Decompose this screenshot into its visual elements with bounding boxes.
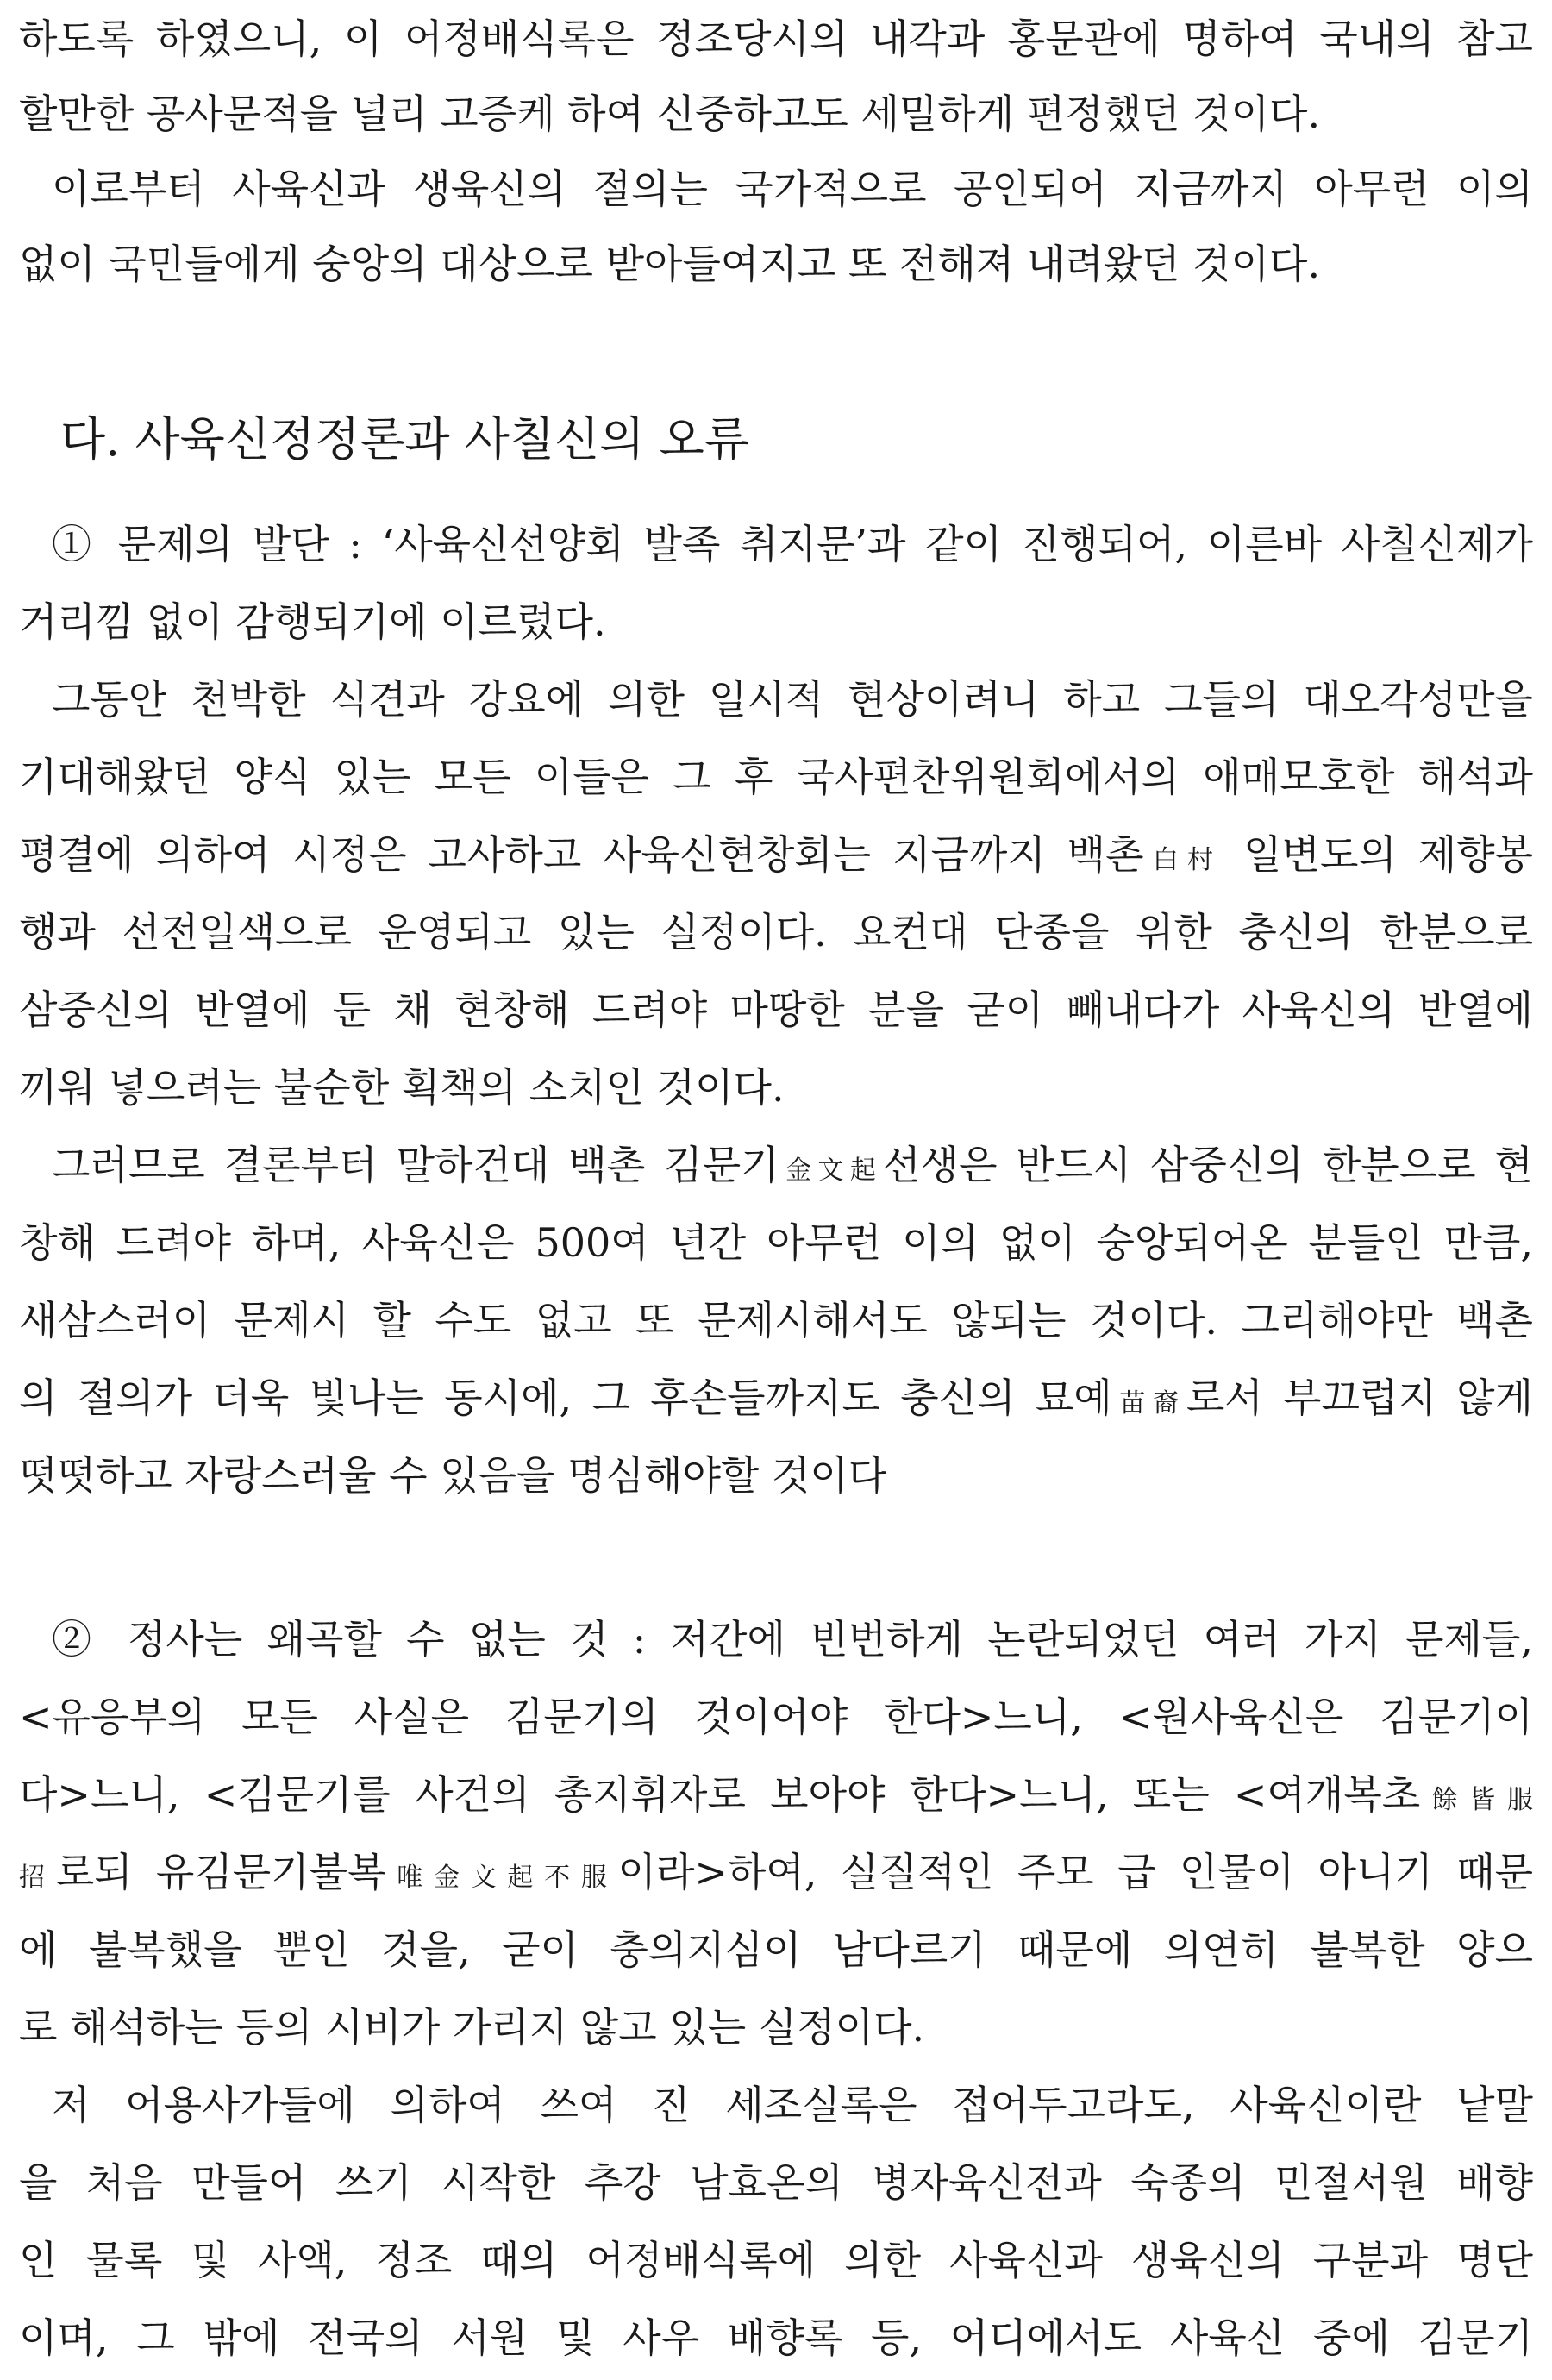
body-text-line: 할만한 공사문적을 널리 고증케 하여 신중하고도 세밀하게 편정했던 것이다. [19,91,1321,137]
body-text-line: 없이 국민들에게 숭앙의 대상으로 받아들여지고 또 전해져 내려왔던 것이다. [19,241,1321,287]
body-text-line: 을 처음 만들어 쓰기 시작한 추강 남효온의 병자육신전과 숙종의 민절서원 배향 [19,2159,1533,2206]
section-heading: 다. 사육신정정론과 사칠신의 오류 [60,412,749,467]
body-text-line: 떳떳하고 자랑스러울 수 있음을 명심해야할 것이다 [19,1452,887,1499]
body-text-line: <유응부의 모든 사실은 김문기의 것이어야 한다>느니, <원사육신은 김문기이 [19,1694,1533,1740]
body-text-line: 기대해왔던 양식 있는 모든 이들은 그 후 국사편찬위원회에서의 애매모호한 해석과 [19,754,1533,800]
body-text-line: 이며, 그 밖에 전국의 서원 및 사우 배향록 등, 어디에서도 사육신 중에 김문기 [19,2314,1533,2361]
body-text-line: 로 해석하는 등의 시비가 가리지 않고 있는 실정이다. [19,2004,925,2051]
body-text-line: 새삼스러이 문제시 할 수도 없고 또 문제시해서도 않되는 것이다. 그리해야만 백촌 [19,1297,1533,1343]
body-text-line: 끼워 넣으려는 불순한 획책의 소치인 것이다. [19,1064,785,1111]
body-text-line: 招로되 유김문기불복唯金文起不服이라>하여, 실질적인 주모 급 인물이 아니기 때문 [19,1849,1533,1895]
body-text-line: ① 문제의 발단 : ‘사육신선양회 발족 취지문’과 같이 진행되어, 이른바 사칠신제가 [52,521,1533,567]
body-text-line: 이로부터 사육신과 생육신의 절의는 국가적으로 공인되어 지금까지 아무런 이의 [52,166,1533,212]
body-text-line: 그동안 천박한 식견과 강요에 의한 일시적 현상이려니 하고 그들의 대오각성만을 [52,676,1533,723]
body-text-line: 인 물록 및 사액, 정조 때의 어정배식록에 의한 사육신과 생육신의 구분과 명단 [19,2237,1533,2283]
body-text-line: 저 어용사가들에 의하여 쓰여 진 세조실록은 접어두고라도, 사육신이란 낱말 [52,2082,1533,2128]
body-text-line: 평결에 의하여 시정은 고사하고 사육신현창회는 지금까지 백촌白村 일변도의 제향봉 [19,831,1533,878]
body-text-line: 하도록 하였으니, 이 어정배식록은 정조당시의 내각과 홍문관에 명하여 국내의 참고 [19,16,1533,62]
body-text-line: 행과 선전일색으로 운영되고 있는 실정이다. 요컨대 단종을 위한 충신의 한분으로 [19,909,1533,955]
body-text-line: 에 불복했을 뿐인 것을, 굳이 충의지심이 남다르기 때문에 의연히 불복한 양으 [19,1926,1533,1973]
body-text-line: 그러므로 결론부터 말하건대 백촌 김문기金文起선생은 반드시 삼중신의 한분으로 현 [52,1142,1533,1188]
body-text-line: ② 정사는 왜곡할 수 없는 것 : 저간에 빈번하게 논란되었던 여러 가지 문제들, [52,1616,1533,1663]
body-text-line: 삼중신의 반열에 둔 채 현창해 드려야 마땅한 분을 굳이 빼내다가 사육신의 반열에 [19,986,1533,1033]
body-text-line: 창해 드려야 하며, 사육신은 500여 년간 아무런 이의 없이 숭앙되어온 분들인 만큼, [19,1219,1533,1266]
body-text-line: 다>느니, <김문기를 사건의 총지휘자로 보아야 한다>느니, 또는 <여개복초餘皆服 [19,1771,1533,1818]
body-text-line: 의 절의가 더욱 빛나는 동시에, 그 후손들까지도 충신의 묘예苗裔로서 부끄럽지 않게 [19,1375,1533,1421]
body-text-line: 거리낌 없이 감행되기에 이르렀다. [19,598,606,645]
